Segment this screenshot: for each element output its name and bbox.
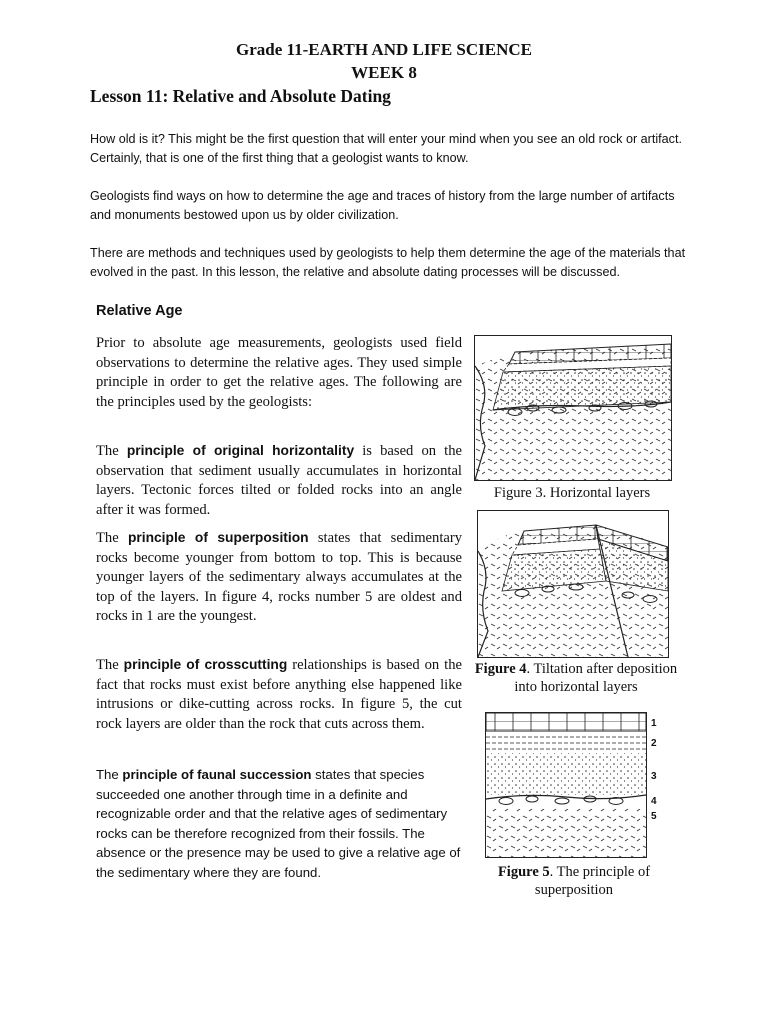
layer-number-3: 3: [651, 771, 657, 782]
layer-number-2: 2: [651, 738, 657, 749]
principle-text: states that sedimentary rocks become younger from bottom to top. This is because younger layers of the sedimentary always accumulates at the top of the layers. In figure 4, rocks number 5 are oldest and rocks in 1 are the youngest.: [96, 530, 463, 624]
figure-5-caption: [474, 863, 674, 899]
principle-term: principle of faunal succession: [122, 767, 312, 782]
document-title: Grade 11-EARTH AND LIFE SCIENCE: [236, 40, 532, 59]
principle-term: principle of original horizontality: [126, 443, 355, 458]
principle-lead: The: [96, 530, 128, 546]
week-label: WEEK 8: [351, 63, 417, 82]
lesson-title: Lesson 11: Relative and Absolute Dating: [90, 86, 391, 106]
figure-4-illustration: [477, 510, 669, 658]
figure-4-caption: [474, 660, 678, 696]
figure-5-illustration: [485, 712, 647, 858]
layer-number-1: 1: [651, 718, 657, 729]
relative-age-intro: Prior to absolute age measurements, geologists used field observations to determine the relative ages. They used simple principle in order to get the relative ages. The following are the principles used by the geologists:: [96, 335, 462, 410]
principle-term: principle of crosscutting: [123, 657, 288, 672]
section-heading-relative-age: Relative Age: [96, 303, 183, 319]
figure-4-label: Figure 4: [474, 661, 527, 677]
intro-paragraph-2: Geologists find ways on how to determine the age and traces of history from the large number of artifacts and monuments bestowed upon us by older civilization.: [90, 189, 675, 222]
layer-number-4: 4: [651, 796, 657, 807]
intro-paragraph-3: There are methods and techniques used by geologists to help them determine the age of the materials that evolved in the past. In this lesson, the relative and absolute dating processes will be discussed.: [90, 246, 686, 279]
figure-4-text: . Tiltation after deposition into horizontal layers: [514, 661, 678, 695]
principle-horizontality: [96, 441, 462, 520]
intro-paragraph-1: How old is it? This might be the first question that will enter your mind when you see an old rock or artifact. Certainly, that is one of the first thing that a geologist wants to know.: [90, 132, 682, 165]
principle-faunal-succession: [96, 765, 466, 882]
layer-number-5: 5: [651, 811, 657, 822]
principle-text: states that species succeeded one another through time in a definite and recognizable order and that the relative ages of sedimentary rocks can be therefore recognized from their fossils. The absence or the presence may be used to give a relative age of the sedimentary where they are found.: [96, 767, 461, 880]
principle-text: is based on the observation that sediment usually accumulates in horizontal layers. Tectonic forces tilted or folded rocks into an angle after it was formed.: [96, 443, 463, 518]
principle-lead: The: [96, 657, 124, 673]
figure-3-caption: Figure 3. Horizontal layers: [493, 485, 651, 501]
principle-term: principle of superposition: [127, 530, 309, 545]
principle-crosscutting: [96, 655, 462, 734]
principle-lead: The: [96, 443, 127, 459]
figure-5-text: . The principle of superposition: [534, 864, 651, 898]
principle-superposition: [96, 528, 462, 627]
principle-text: relationships is based on the fact that rocks must exist before anything else happened like intrusions or dike-cutting across rocks. In figure 5, the cut rock layers are older than the rock that cuts across them.: [96, 657, 463, 732]
figure-3-illustration: [474, 335, 672, 481]
figure-5-label: Figure 5: [497, 864, 550, 880]
principle-lead: The: [96, 767, 123, 782]
